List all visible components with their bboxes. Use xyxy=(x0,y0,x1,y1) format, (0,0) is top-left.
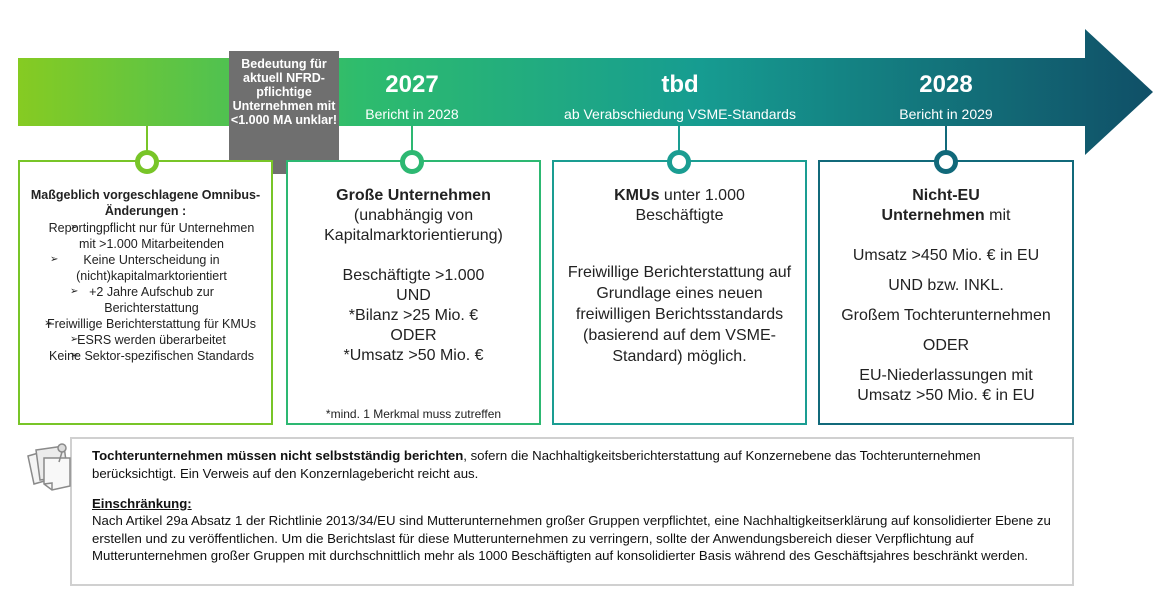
card4-line: Umsatz >450 Mio. € in EU xyxy=(852,247,1040,264)
card2-criterion: UND xyxy=(396,287,431,304)
card2-footnote: *mind. 1 Merkmal muss zutreffen xyxy=(325,407,502,421)
list-item: ➢ Reportingpflicht nur für Unternehmen mit >1.000 Mitarbeitenden xyxy=(20,220,271,252)
milestone-year-2027: 2027 xyxy=(385,71,439,98)
milestone-sub-tbd: ab Verabschiedung VSME-Standards xyxy=(564,106,796,122)
sticky-notes-icon xyxy=(22,436,84,498)
note-box xyxy=(70,437,1074,586)
card1-list xyxy=(20,220,271,364)
note-paragraph xyxy=(92,447,1062,482)
card4-line: ODER xyxy=(922,337,970,354)
card-large-companies xyxy=(286,160,541,425)
restriction-label: Einschränkung: xyxy=(92,496,192,511)
milestone-sub-2028: Bericht in 2029 xyxy=(899,106,993,122)
nfrd-callout: Bedeutung für aktuell NFRD-pflichtige Unternehmen mit <1.000 MA unklar! xyxy=(229,51,339,174)
card2-title: Große Unternehmen xyxy=(336,187,491,204)
timeline-dot-2 xyxy=(400,150,424,174)
timeline-dot-3 xyxy=(667,150,691,174)
card4-title-line1: Nicht-EU xyxy=(912,187,980,204)
card4-line: Großem Tochterunternehmen xyxy=(841,307,1051,324)
milestone-year-tbd: tbd xyxy=(661,71,699,98)
note-bold: Tochterunternehmen müssen nicht selbstständig berichten xyxy=(92,448,464,463)
card-omnibus-changes xyxy=(18,160,273,425)
list-item: ➢ Freiwillige Berichterstattung für KMUs xyxy=(20,316,271,332)
card-kmu xyxy=(552,160,807,425)
card-non-eu xyxy=(818,160,1074,425)
card4-title-bold: Unternehmen xyxy=(881,207,985,224)
list-item: ➢ ESRS werden überarbeitet xyxy=(20,332,271,348)
card3-title-bold: KMUs xyxy=(614,187,660,204)
list-item: ➢ Keine Unterscheidung in (nicht)kapitalmarktorientiert xyxy=(20,252,271,284)
note-rest: , sofern die Nachhaltigkeitsberichterstattung auf Konzernebene das Tochterunternehmen berücksichtigt. Ein Verweis auf den Konzernlagebericht reicht aus. xyxy=(92,448,981,481)
card3-body: Freiwillige Berichterstattung auf Grundlage eines neuen freiwilligen Berichtsstandards (basierend auf dem VSME-Standard) möglich. xyxy=(567,264,792,365)
list-item: ➢ Keine Sektor-spezifischen Standards xyxy=(20,348,271,364)
card2-criterion: ODER xyxy=(390,327,437,344)
card3-title-rest: unter 1.000 xyxy=(659,187,745,204)
card3-title-line2: Beschäftigte xyxy=(635,207,724,224)
card4-title-rest: mit xyxy=(984,207,1011,224)
milestone-year-2028: 2028 xyxy=(919,71,973,98)
timeline-dot-4 xyxy=(934,150,958,174)
card2-criterion: *Umsatz >50 Mio. € xyxy=(343,347,484,364)
card2-subtitle: (unabhängig von Kapitalmarktorientierung) xyxy=(324,207,503,244)
card2-criterion: Beschäftigte >1.000 xyxy=(342,267,485,284)
milestone-sub-2027: Bericht in 2028 xyxy=(365,106,459,122)
card2-criterion: *Bilanz >25 Mio. € xyxy=(348,307,479,324)
card4-line: UND bzw. INKL. xyxy=(888,277,1004,294)
card4-line: EU-Niederlassungen mit Umsatz >50 Mio. € in EU xyxy=(857,367,1035,404)
card1-heading: Maßgeblich vorgeschlagene Omnibus-Änderungen : xyxy=(30,188,261,218)
restriction-text: Nach Artikel 29a Absatz 1 der Richtlinie 2013/34/EU sind Mutterunternehmen großer Gruppen verpflichtet, eine Nachhaltigkeitserklärung auf konsolidierter Ebene zu erstellen und zu veröffentlichen. Um die Berichtslast für diese Mutterunternehmen zu verringern, sollte der Anwendungsbereich dieser Verpflichtung auf Mutterunternehmen großer Gruppen mit durchschnittlich mehr als 1000 Beschäftigten auf konsolidierter Basis während des Geschäftsjahres beschränkt werden. xyxy=(92,513,1051,564)
list-item: ➢ +2 Jahre Aufschub zur Berichterstattung xyxy=(20,284,271,316)
timeline-dot-1 xyxy=(135,150,159,174)
